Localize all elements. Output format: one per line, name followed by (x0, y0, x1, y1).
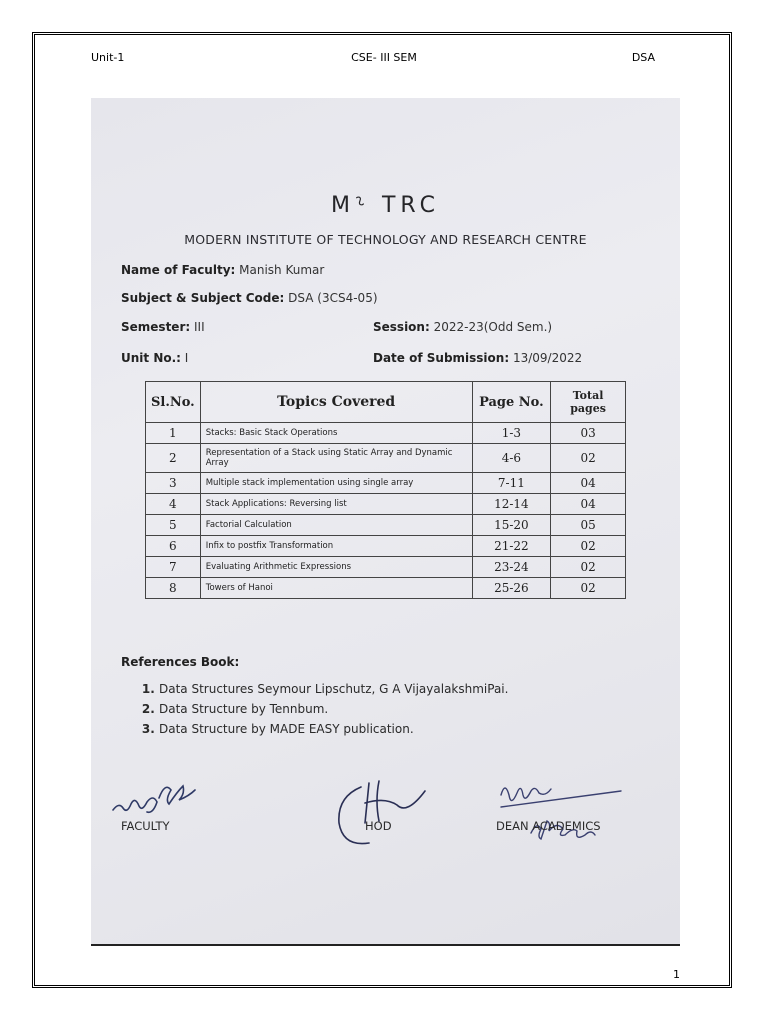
row-slno: 6 (146, 536, 201, 557)
row-slno: 2 (146, 444, 201, 473)
table-row (146, 515, 626, 536)
row-topic: Stacks: Basic Stack Operations (200, 423, 472, 444)
row-total: 02 (551, 557, 626, 578)
session-value: 2022-23(Odd Sem.) (433, 320, 553, 334)
session-line (373, 320, 552, 334)
institute-logo: M⸊ TRC (331, 192, 440, 218)
row-topic: Infix to postfix Transformation (200, 536, 472, 557)
unit-value: I (184, 351, 189, 365)
row-total: 02 (551, 536, 626, 557)
table-row (146, 473, 626, 494)
row-total: 02 (551, 578, 626, 599)
institute-name: MODERN INSTITUTE OF TECHNOLOGY AND RESEARCH CENTRE (184, 232, 587, 247)
row-page: 4-6 (472, 444, 551, 473)
row-page: 23-24 (472, 557, 551, 578)
reference-item: 2. Data Structure by Tennbum. (159, 699, 508, 719)
unit-line (121, 351, 188, 365)
header-unit: Unit-1 (91, 51, 125, 64)
faculty-signature-label: FACULTY (121, 819, 170, 833)
row-page: 12-14 (472, 494, 551, 515)
row-topic: Evaluating Arithmetic Expressions (200, 557, 472, 578)
col-header-page: Page No. (472, 382, 551, 423)
row-page: 1-3 (472, 423, 551, 444)
row-topic: Stack Applications: Reversing list (200, 494, 472, 515)
col-header-slno: Sl.No. (146, 382, 201, 423)
session-label: Session: (373, 320, 430, 334)
row-total: 04 (551, 494, 626, 515)
semester-line (121, 320, 205, 334)
topics-table (145, 381, 626, 599)
submission-value: 13/09/2022 (512, 351, 583, 365)
hod-signature (321, 773, 441, 853)
dean-signature-label: DEAN ACADEMICS (496, 819, 601, 833)
row-total: 05 (551, 515, 626, 536)
unit-label: Unit No.: (121, 351, 181, 365)
table-row (146, 578, 626, 599)
row-page: 25-26 (472, 578, 551, 599)
row-slno: 3 (146, 473, 201, 494)
semester-value: III (194, 320, 205, 334)
row-slno: 8 (146, 578, 201, 599)
subject-line (121, 291, 378, 305)
row-topic: Multiple stack implementation using single array (200, 473, 472, 494)
row-slno: 7 (146, 557, 201, 578)
submission-label: Date of Submission: (373, 351, 510, 365)
faculty-label: Name of Faculty: (121, 263, 236, 277)
table-header-row (146, 382, 626, 423)
row-topic: Towers of Hanoi (200, 578, 472, 599)
row-slno: 1 (146, 423, 201, 444)
scanned-document-photo (91, 98, 680, 946)
row-slno: 4 (146, 494, 201, 515)
row-topic: Representation of a Stack using Static Array and Dynamic Array (200, 444, 472, 473)
reference-item: 1. Data Structures Seymour Lipschutz, G A VijayalakshmiPai. (159, 679, 508, 699)
header-course: CSE- III SEM (351, 51, 417, 64)
col-header-total: Total pages (551, 382, 626, 423)
row-page: 21-22 (472, 536, 551, 557)
table-row (146, 536, 626, 557)
faculty-line (121, 263, 324, 277)
hod-signature-label: HOD (365, 819, 392, 833)
row-total: 02 (551, 444, 626, 473)
table-row (146, 557, 626, 578)
row-slno: 5 (146, 515, 201, 536)
row-total: 03 (551, 423, 626, 444)
semester-label: Semester: (121, 320, 191, 334)
row-page: 15-20 (472, 515, 551, 536)
table-row (146, 444, 626, 473)
subject-value: DSA (3CS4-05) (288, 291, 378, 305)
table-row (146, 423, 626, 444)
reference-item: 3. Data Structure by MADE EASY publication. (159, 719, 508, 739)
submission-line (373, 351, 582, 365)
row-topic: Factorial Calculation (200, 515, 472, 536)
col-header-topics: Topics Covered (200, 382, 472, 423)
page-number: 1 (673, 968, 680, 981)
subject-label: Subject & Subject Code: (121, 291, 285, 305)
references-title: References Book: (121, 655, 240, 669)
faculty-value: Manish Kumar (239, 263, 325, 277)
table-row (146, 494, 626, 515)
header-subject: DSA (631, 51, 655, 64)
row-page: 7-11 (472, 473, 551, 494)
dean-signature (491, 773, 631, 853)
row-total: 04 (551, 473, 626, 494)
logo-emblem-icon: ⸊ (355, 192, 370, 216)
references-list (141, 679, 508, 739)
